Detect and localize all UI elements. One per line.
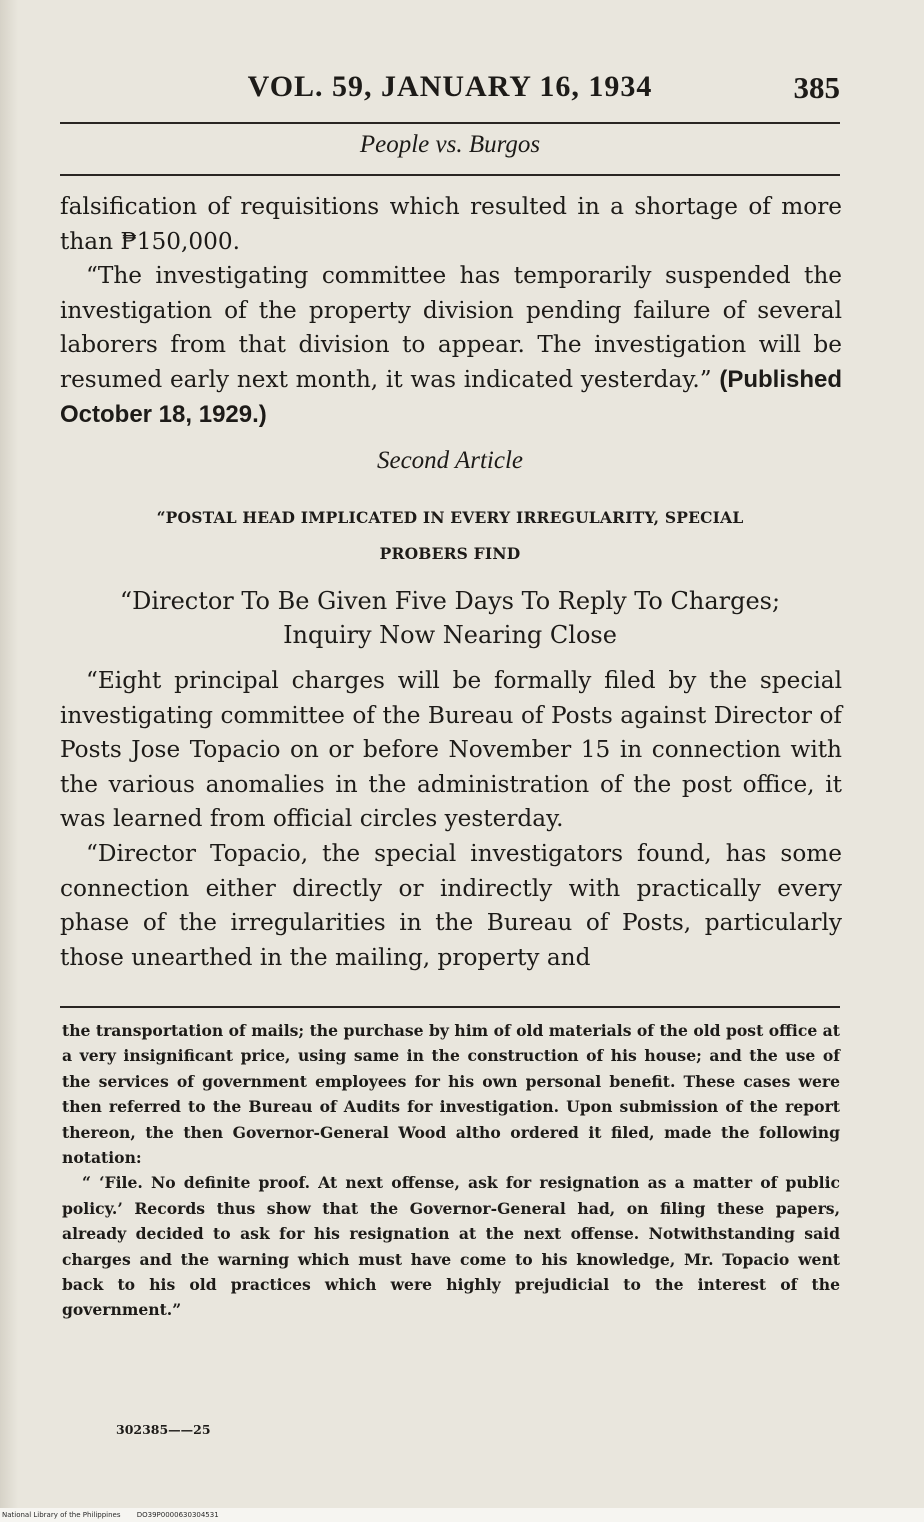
headline-line: PROBERS FIND <box>379 544 521 563</box>
body-text-top <box>60 190 842 432</box>
header-rule <box>60 122 840 124</box>
volume-date-line: VOL. 59, JANUARY 16, 1934 <box>247 70 653 103</box>
subheadline-line: “Director To Be Given Five Days To Reply To Charges; <box>119 587 781 615</box>
running-title: People vs. Burgos <box>359 131 541 158</box>
footnote-paragraph: the transportation of mails; the purchase by him of old materials of the old post office at a very insignificant price, using same in the construction of his house; and the use of the services of government employees for his own personal benefit. These cases were then referred to the Bureau of Audits for investigation. Upon submission of the report thereon, the then Governor-General Wood altho ordered it filed, made the following notation: <box>62 1021 840 1168</box>
footnote-paragraph: “ ‘File. No definite proof. At next offense, ask for resignation as a matter of public policy.’ Records thus show that the Governor-General had, on filing these papers, already decided to ask for his resignation at the next offense. Notwithstanding said charges and the warning which must have come to his knowledge, Mr. Topacio went back to his old practices which were highly prejudicial to the interest of the government.” <box>62 1173 840 1320</box>
paragraph-text: “The investigating committee has temporarily suspended the investigation of the property division pending failure of several laborers from that division to appear. The investigation will be resumed early next month, it was indicated yesterday.” <box>60 262 842 393</box>
headline-line: “POSTAL HEAD IMPLICATED IN EVERY IRREGULARITY, SPECIAL <box>156 508 744 527</box>
library-credit: National Library of the Philippines <box>2 1511 121 1519</box>
page-edge-shadow <box>0 0 18 1508</box>
page-number: 385 <box>793 70 840 105</box>
footnote <box>62 1018 840 1323</box>
footnote-rule <box>60 1006 840 1008</box>
publication-date: (Published October 18, 1929.) <box>60 365 842 428</box>
section-title: Second Article <box>376 447 524 474</box>
body-paragraph: falsification of requisitions which resulted in a shortage of more than ₱150,000. <box>60 193 842 255</box>
body-paragraph: “Eight principal charges will be formally filed by the special investigating committee of the Bureau of Posts against Director of Posts Jose Topacio on or before November 15 in connection with the various anomalies in the administration of the post office, it was learned from official circles yesterday. <box>60 667 842 833</box>
body-paragraph <box>60 259 842 432</box>
article-subheadline <box>60 584 840 652</box>
page-header <box>60 70 840 118</box>
subheadline-line: Inquiry Now Nearing Close <box>283 621 617 649</box>
document-id: DO39P0000630304531 <box>136 1511 219 1519</box>
printer-code: 302385——25 <box>116 1422 211 1437</box>
title-rule <box>60 174 840 176</box>
body-paragraph: “Director Topacio, the special investigators found, has some connection either directly or indirectly with practically every phase of the irregularities in the Bureau of Posts, particularly those unearthed in the mailing, property and <box>60 839 842 971</box>
body-text-article <box>60 664 842 975</box>
scan-credit <box>2 1511 233 1519</box>
article-headline <box>60 500 840 572</box>
